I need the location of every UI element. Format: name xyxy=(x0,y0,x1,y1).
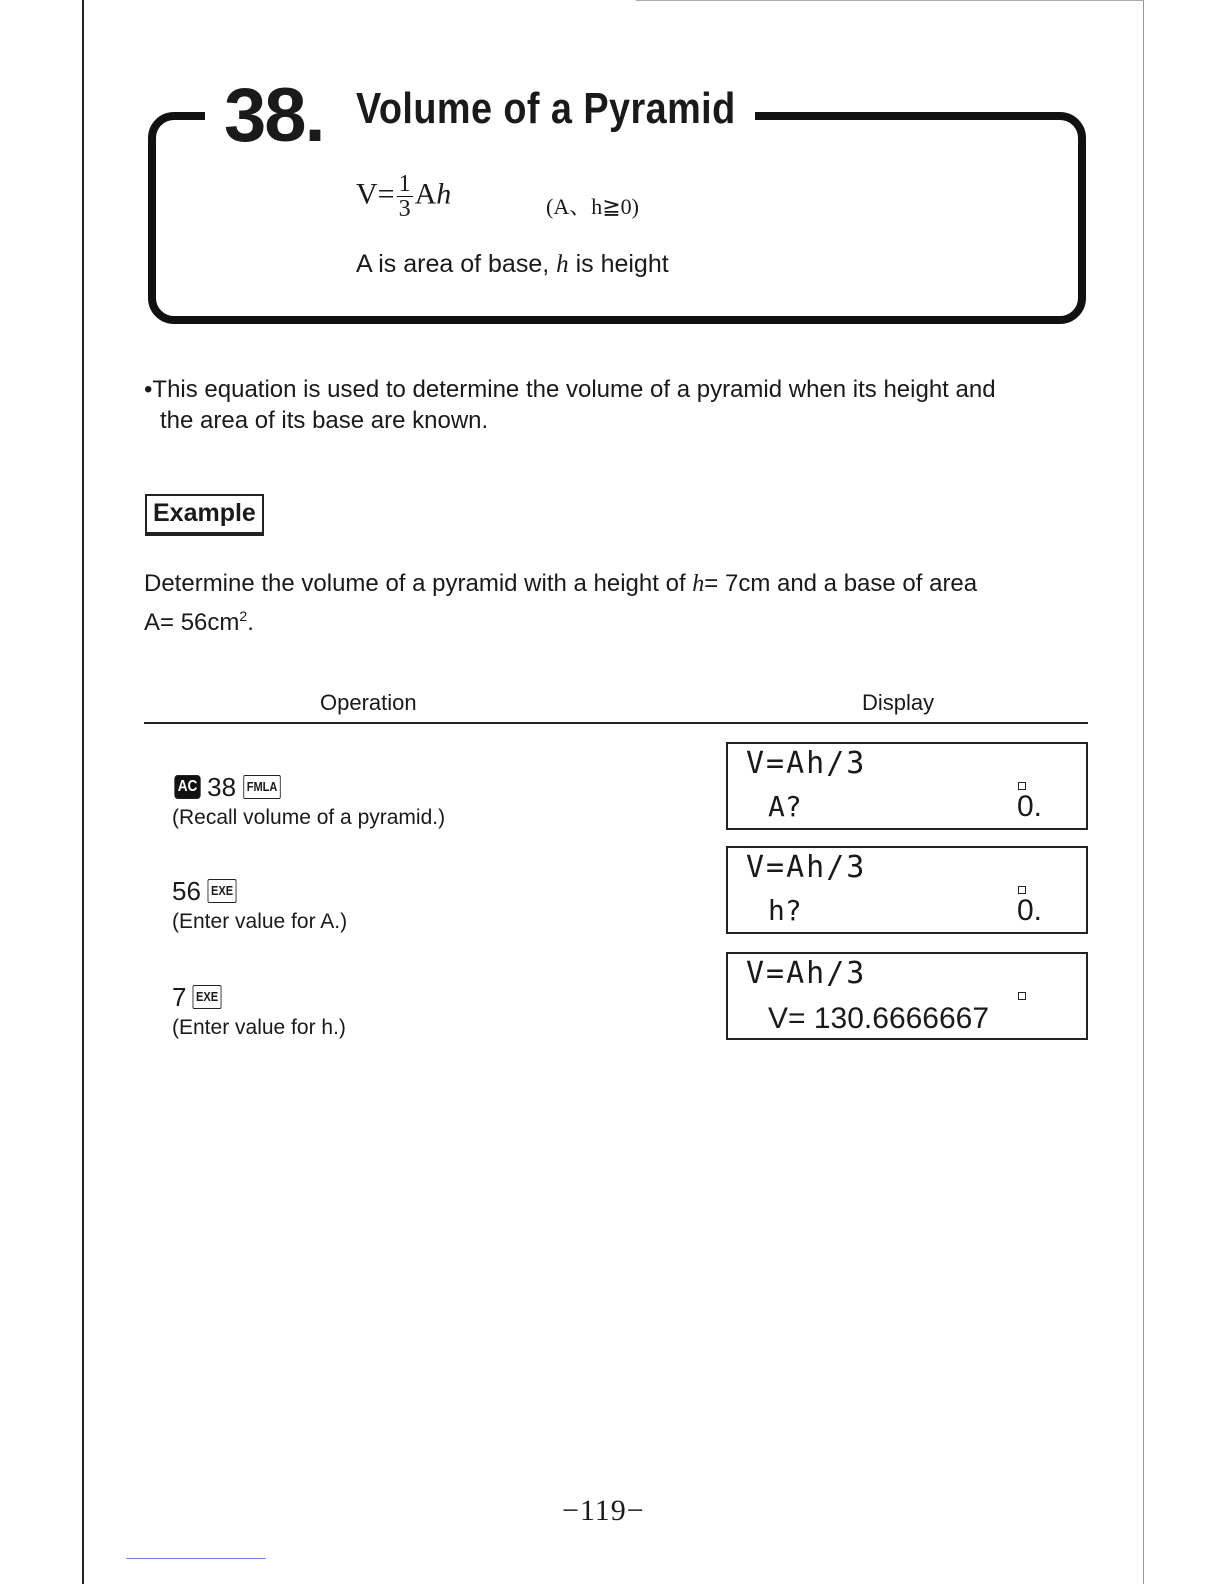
step-3 xyxy=(172,982,346,1040)
step-2-note: (Enter value for A.) xyxy=(172,910,348,933)
formula-condition: (A、h≧0) xyxy=(546,194,639,219)
formula-h: h xyxy=(436,177,452,211)
display-2 xyxy=(726,846,1088,934)
formula-description xyxy=(356,250,669,279)
problem-part1: Determine the volume of a pyramid with a height of xyxy=(144,570,693,597)
step-3-value: 7 xyxy=(172,981,187,1012)
problem-statement xyxy=(144,568,1104,639)
step-2-keys xyxy=(172,876,347,906)
formula-fraction xyxy=(397,172,413,221)
section-title: Volume of a Pyramid xyxy=(356,84,736,133)
step-1-keys xyxy=(172,772,445,802)
page-edge-top xyxy=(636,0,1144,1)
problem-line2: A= 56cm xyxy=(144,609,240,636)
exe-key[interactable]: EXE xyxy=(207,879,236,903)
step-1 xyxy=(172,772,445,830)
indicator-icon xyxy=(1018,886,1026,894)
page-number: −119− xyxy=(562,1494,645,1527)
display-2-value: 0. xyxy=(1016,894,1042,927)
formula xyxy=(356,172,451,221)
display-3 xyxy=(726,952,1088,1040)
display-header: Display xyxy=(862,690,935,715)
formula-lhs: V= xyxy=(356,177,395,211)
bullet-paragraph xyxy=(144,374,1104,436)
desc-h: h xyxy=(556,251,569,278)
step-2-value: 56 xyxy=(172,875,201,906)
footer-line xyxy=(126,1558,266,1559)
display-1-line1: V=Ah/3 xyxy=(746,746,867,781)
display-2-line1: V=Ah/3 xyxy=(746,850,867,885)
problem-end: . xyxy=(247,609,254,636)
problem-part2: = 7cm and a base of area xyxy=(704,570,978,597)
indicator-icon xyxy=(1018,992,1026,1000)
display-1-prompt: A? xyxy=(768,790,802,823)
ac-key[interactable]: AC xyxy=(174,775,200,799)
operation-header: Operation xyxy=(320,690,417,715)
fmla-key[interactable]: FMLA xyxy=(243,775,280,799)
display-1-value: 0. xyxy=(1016,790,1042,823)
step-2 xyxy=(172,876,347,934)
step-3-note: (Enter value for h.) xyxy=(172,1016,346,1039)
fraction-numerator: 1 xyxy=(398,171,411,197)
bullet-line1: •This equation is used to determine the volume of a pyramid when its height and xyxy=(144,376,996,403)
problem-h: h xyxy=(692,571,705,597)
display-1 xyxy=(726,742,1088,830)
exe-key[interactable]: EXE xyxy=(193,985,222,1009)
section-number: 38. xyxy=(224,73,324,158)
display-2-prompt: h? xyxy=(768,894,802,927)
bullet-line2: the area of its base are known. xyxy=(160,407,489,434)
step-1-value: 38 xyxy=(207,771,237,802)
display-3-line1: V=Ah/3 xyxy=(746,956,867,991)
step-1-note: (Recall volume of a pyramid.) xyxy=(172,806,446,829)
desc-part2: is height xyxy=(568,250,669,278)
indicator-icon xyxy=(1018,782,1026,790)
example-label: Example xyxy=(145,494,264,536)
page-edge-right xyxy=(1143,0,1144,1584)
problem-sup: 2 xyxy=(239,608,248,624)
step-3-keys xyxy=(172,982,346,1012)
desc-part1: A is area of base, xyxy=(356,250,557,278)
formula-A: A xyxy=(414,177,437,211)
display-3-result: V= 130.6666667 xyxy=(768,1002,990,1035)
binding-line xyxy=(82,0,84,1584)
table-rule xyxy=(144,722,1088,724)
fraction-denominator: 3 xyxy=(398,196,411,222)
